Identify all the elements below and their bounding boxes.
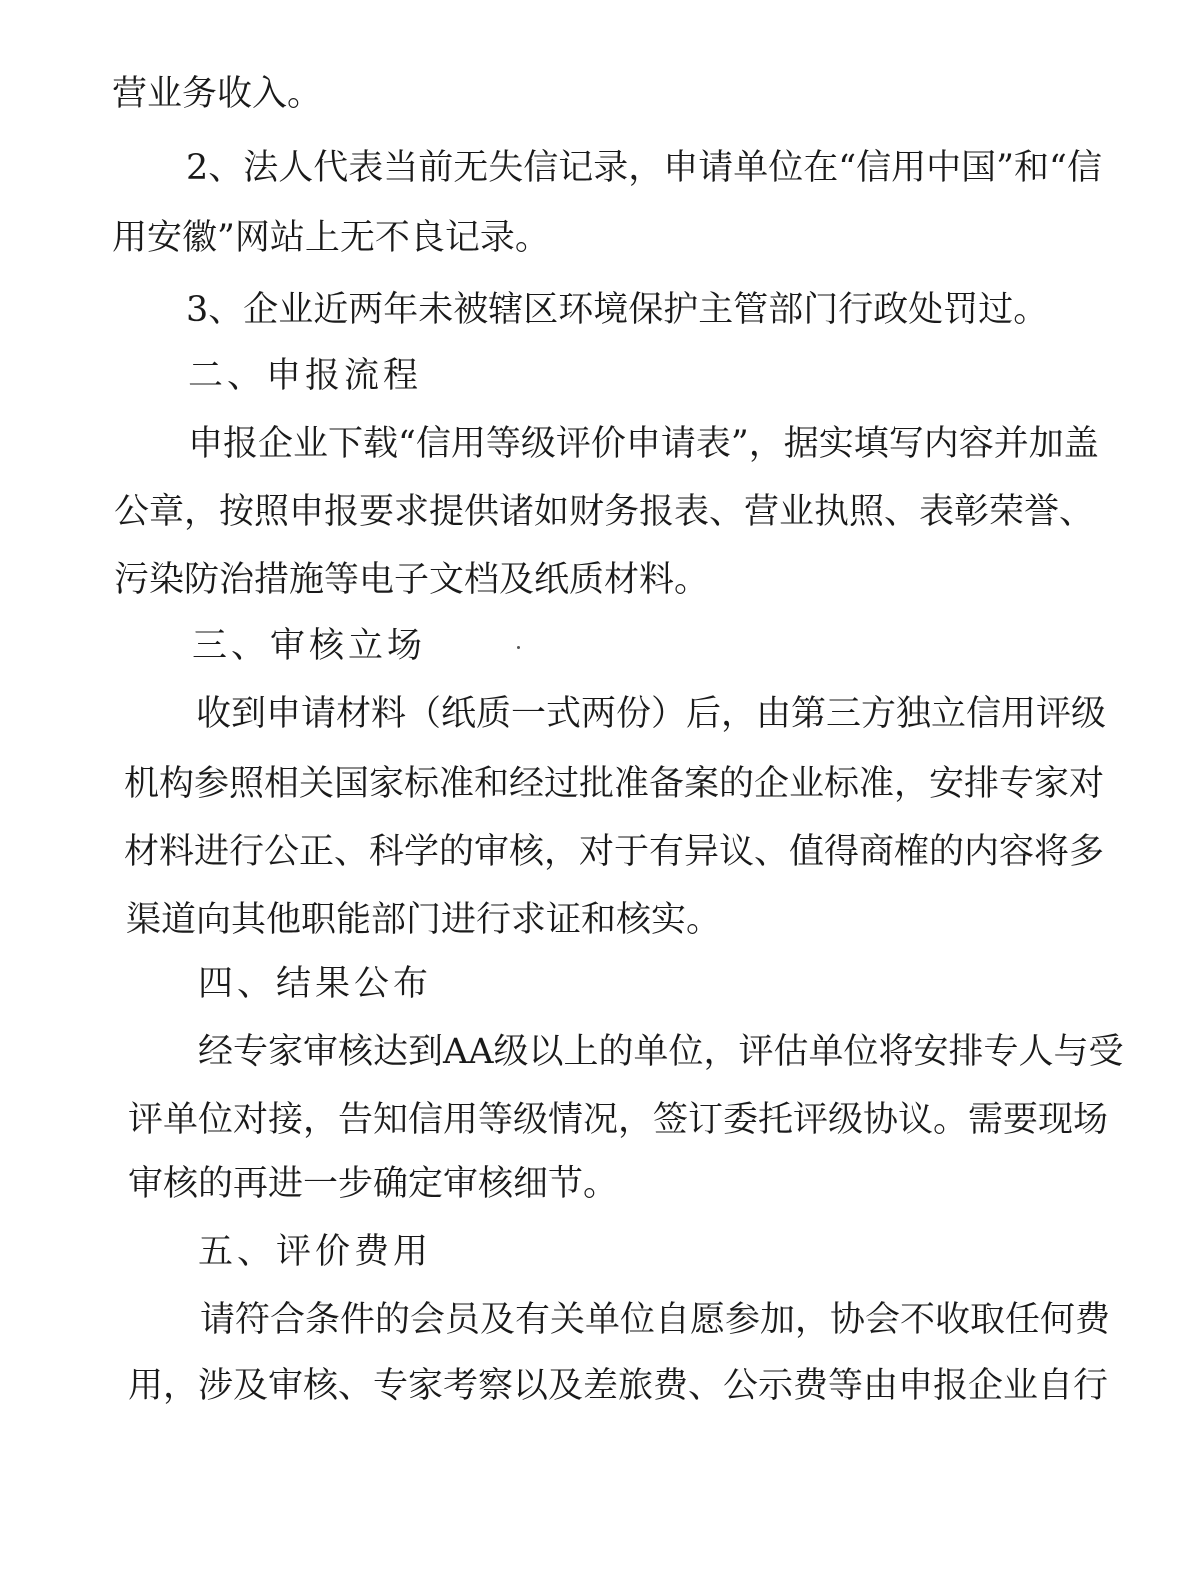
section-heading: 二、申报流程 xyxy=(188,356,423,396)
paragraph-line: 材料进行公正、科学的审核，对于有异议、值得商榷的内容将多 xyxy=(124,832,1105,872)
paragraph-line: 渠道向其他职能部门进行求证和核实。 xyxy=(126,900,722,940)
paragraph-line: 经专家审核达到AA级以上的单位，评估单位将安排专人与受 xyxy=(198,1032,1124,1072)
paragraph-line: 申报企业下载“信用等级评价申请表”，据实填写内容并加盖 xyxy=(188,424,1099,464)
paragraph-line: 评单位对接，告知信用等级情况，签订委托评级协议。需要现场 xyxy=(128,1100,1109,1140)
paragraph-line: 请符合条件的会员及有关单位自愿参加，协会不收取任何费 xyxy=(200,1300,1111,1340)
paragraph-line: 2、法人代表当前无失信记录，申请单位在“信用中国”和“信 xyxy=(186,148,1102,188)
scan-speck xyxy=(517,646,520,649)
paragraph-line: 用，涉及审核、专家考察以及差旅费、公示费等由申报企业自行 xyxy=(128,1366,1109,1406)
section-heading: 五、评价费用 xyxy=(198,1232,433,1272)
paragraph-line: 机构参照相关国家标准和经过批准备案的企业标准，安排专家对 xyxy=(124,764,1105,804)
paragraph-line: 3、企业近两年未被辖区环境保护主管部门行政处罚过。 xyxy=(186,290,1049,330)
paragraph-line: 营业务收入。 xyxy=(112,74,323,114)
paragraph-line: 收到申请材料（纸质一式两份）后，由第三方独立信用评级 xyxy=(196,694,1107,734)
paragraph-line: 审核的再进一步确定审核细节。 xyxy=(128,1164,619,1204)
paragraph-line: 污染防治措施等电子文档及纸质材料。 xyxy=(114,560,710,600)
paragraph-line: 公章，按照申报要求提供诸如财务报表、营业执照、表彰荣誉、 xyxy=(114,492,1095,532)
paragraph-line: 用安徽”网站上无不良记录。 xyxy=(112,218,550,258)
section-heading: 四、结果公布 xyxy=(198,964,433,1004)
section-heading: 三、审核立场 xyxy=(192,626,427,666)
